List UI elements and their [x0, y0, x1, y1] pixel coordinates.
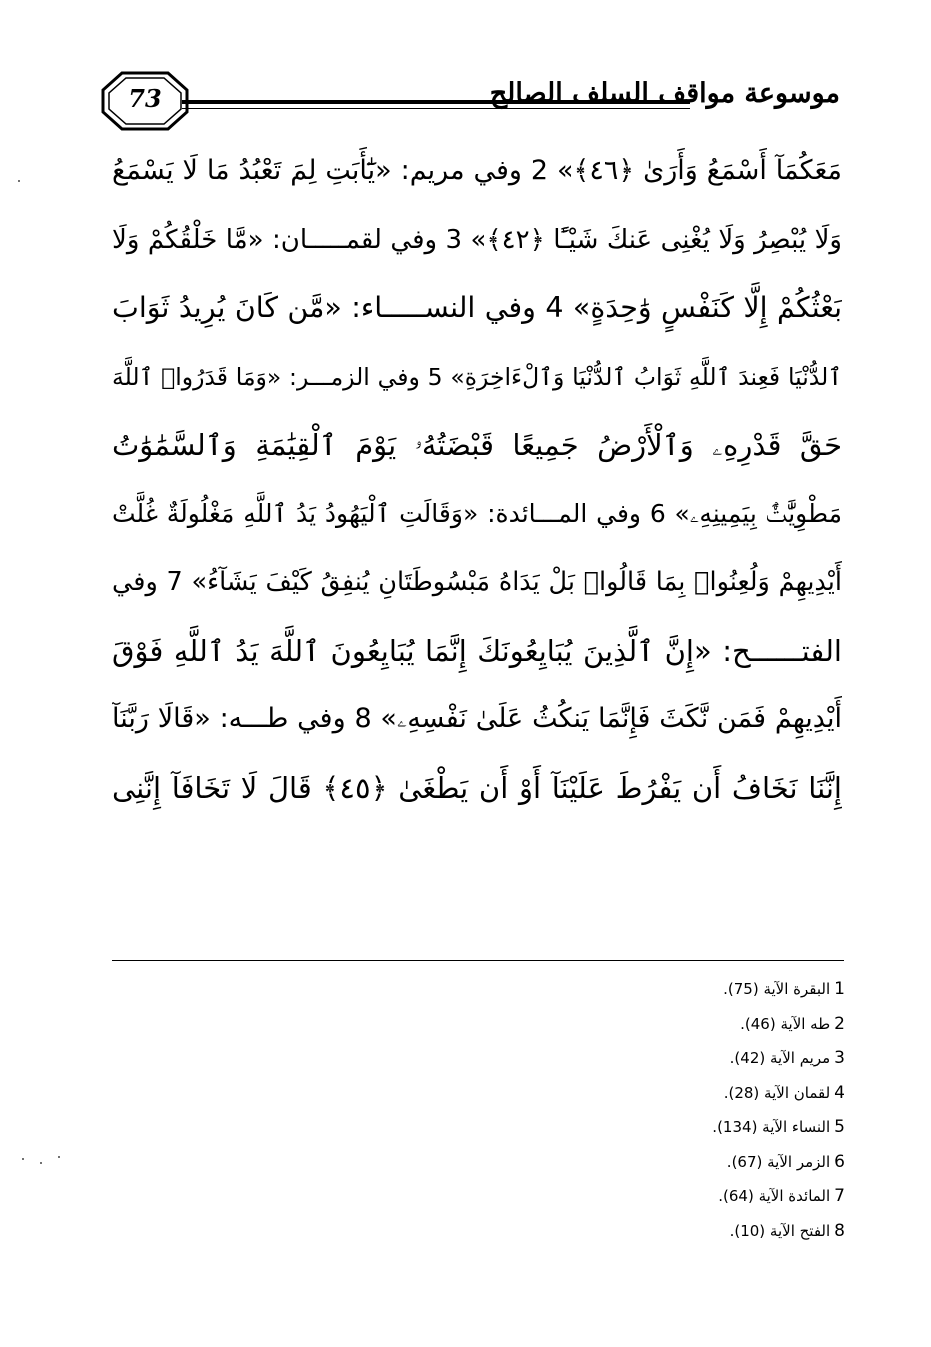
page-header	[100, 70, 840, 140]
scan-speck	[40, 1162, 42, 1164]
book-title: موسوعة مواقف السلف الصالح	[489, 78, 840, 109]
footnote-text: الزمر الآية (67).	[726, 1152, 831, 1171]
scan-speck	[58, 1156, 60, 1158]
scan-speck	[22, 1158, 24, 1160]
text-line: مَطْوِيَّٰتٌۢ بِيَمِينِهِۦ» 6 وفي المـــائدة: «وَقَالَتِ ٱلْيَهُودُ يَدُ ٱللَّهِ مَغْلُولَةٌ غُلَّتْ	[112, 498, 842, 528]
footnote-number: 5	[834, 1117, 845, 1137]
text-line: مَعَكُمَآ أَسْمَعُ وَأَرَىٰ ﴿٤٦﴾» 2 وفي مريم: «يَٰٓأَبَتِ لِمَ تَعْبُدُ مَا لَا يَسْمَعُ	[112, 155, 842, 186]
text-line: أَيْدِيهِمْ فَمَن نَّكَثَ فَإِنَّمَا يَنكُثُ عَلَىٰ نَفْسِهِۦ» 8 وفي طـــه: «قَالَا رَبَّنَآ	[112, 703, 842, 734]
footnotes	[445, 972, 845, 1248]
footnote-number: 8	[834, 1220, 845, 1241]
footnote	[445, 1110, 845, 1145]
footnote	[445, 1007, 845, 1042]
footnote-number: 7	[834, 1186, 845, 1206]
footnote-text: طه الآية (46).	[740, 1014, 831, 1033]
text-line: أَيْدِيهِمْ وَلُعِنُوا۟ بِمَا قَالُوا۟ بَلْ يَدَاهُ مَبْسُوطَتَانِ يُنفِقُ كَيْفَ يَشَآءُ» 7 وفي	[112, 567, 842, 597]
footnote-separator	[112, 960, 844, 961]
footnote-number: 3	[834, 1048, 845, 1068]
footnote-number: 4	[834, 1082, 845, 1103]
footnote-number: 2	[834, 1013, 845, 1034]
text-line: إِنَّنَا نَخَافُ أَن يَفْرُطَ عَلَيْنَآ أَوْ أَن يَطْغَىٰ ﴿٤٥﴾ قَالَ لَا تَخَافَآ إِنَّنِى	[112, 770, 842, 805]
text-line: ٱلدُّنْيَا فَعِندَ ٱللَّهِ ثَوَابُ ٱلدُّنْيَا وَٱلْءَاخِرَةِ» 5 وفي الزمـــر: «وَمَا قَدَرُوا۟ ٱللَّهَ	[112, 362, 842, 391]
footnote-number: 1	[834, 979, 845, 999]
footnote-text: النساء الآية (134).	[712, 1118, 831, 1136]
footnote	[445, 1076, 845, 1111]
footnote	[445, 1179, 845, 1214]
footnote-text: المائدة الآية (64).	[718, 1187, 831, 1205]
footnote-number: 6	[834, 1151, 845, 1172]
page-number-badge	[100, 70, 190, 132]
scan-speck	[18, 180, 20, 182]
text-line: حَقَّ قَدْرِهِۦ وَٱلْأَرْضُ جَمِيعًا قَبْضَتُهُۥ يَوْمَ ٱلْقِيَٰمَةِ وَٱلسَّمَٰوَٰتُ	[112, 428, 842, 462]
footnote-text: الفتح الآية (10).	[729, 1221, 831, 1240]
footnote-text: مريم الآية (42).	[729, 1049, 831, 1067]
text-line: وَلَا يُبْصِرُ وَلَا يُغْنِى عَنكَ شَيْـًٔا ﴿٤٢﴾» 3 وفي لقمـــــان: «مَّا خَلْقُكُمْ وَلَا	[112, 224, 842, 255]
text-line: بَعْثُكُمْ إِلَّا كَنَفْسٍ وَٰحِدَةٍ» 4 وفي النســـــاء: «مَّن كَانَ يُرِيدُ ثَوَابَ	[112, 291, 842, 324]
page-number: 73	[128, 84, 162, 113]
footnote-text: البقرة الآية (75).	[723, 980, 831, 998]
footnote-text: لقمان الآية (28).	[723, 1083, 831, 1102]
main-text	[112, 137, 842, 822]
footnote	[445, 1145, 845, 1180]
footnote	[445, 972, 845, 1007]
text-line: الفتــــــح: «إِنَّ ٱلَّذِينَ يُبَايِعُونَكَ إِنَّمَا يُبَايِعُونَ ٱللَّهَ يَدُ ٱللَّهِ فَوْقَ	[112, 633, 842, 668]
footnote	[445, 1041, 845, 1076]
footnote	[445, 1214, 845, 1249]
